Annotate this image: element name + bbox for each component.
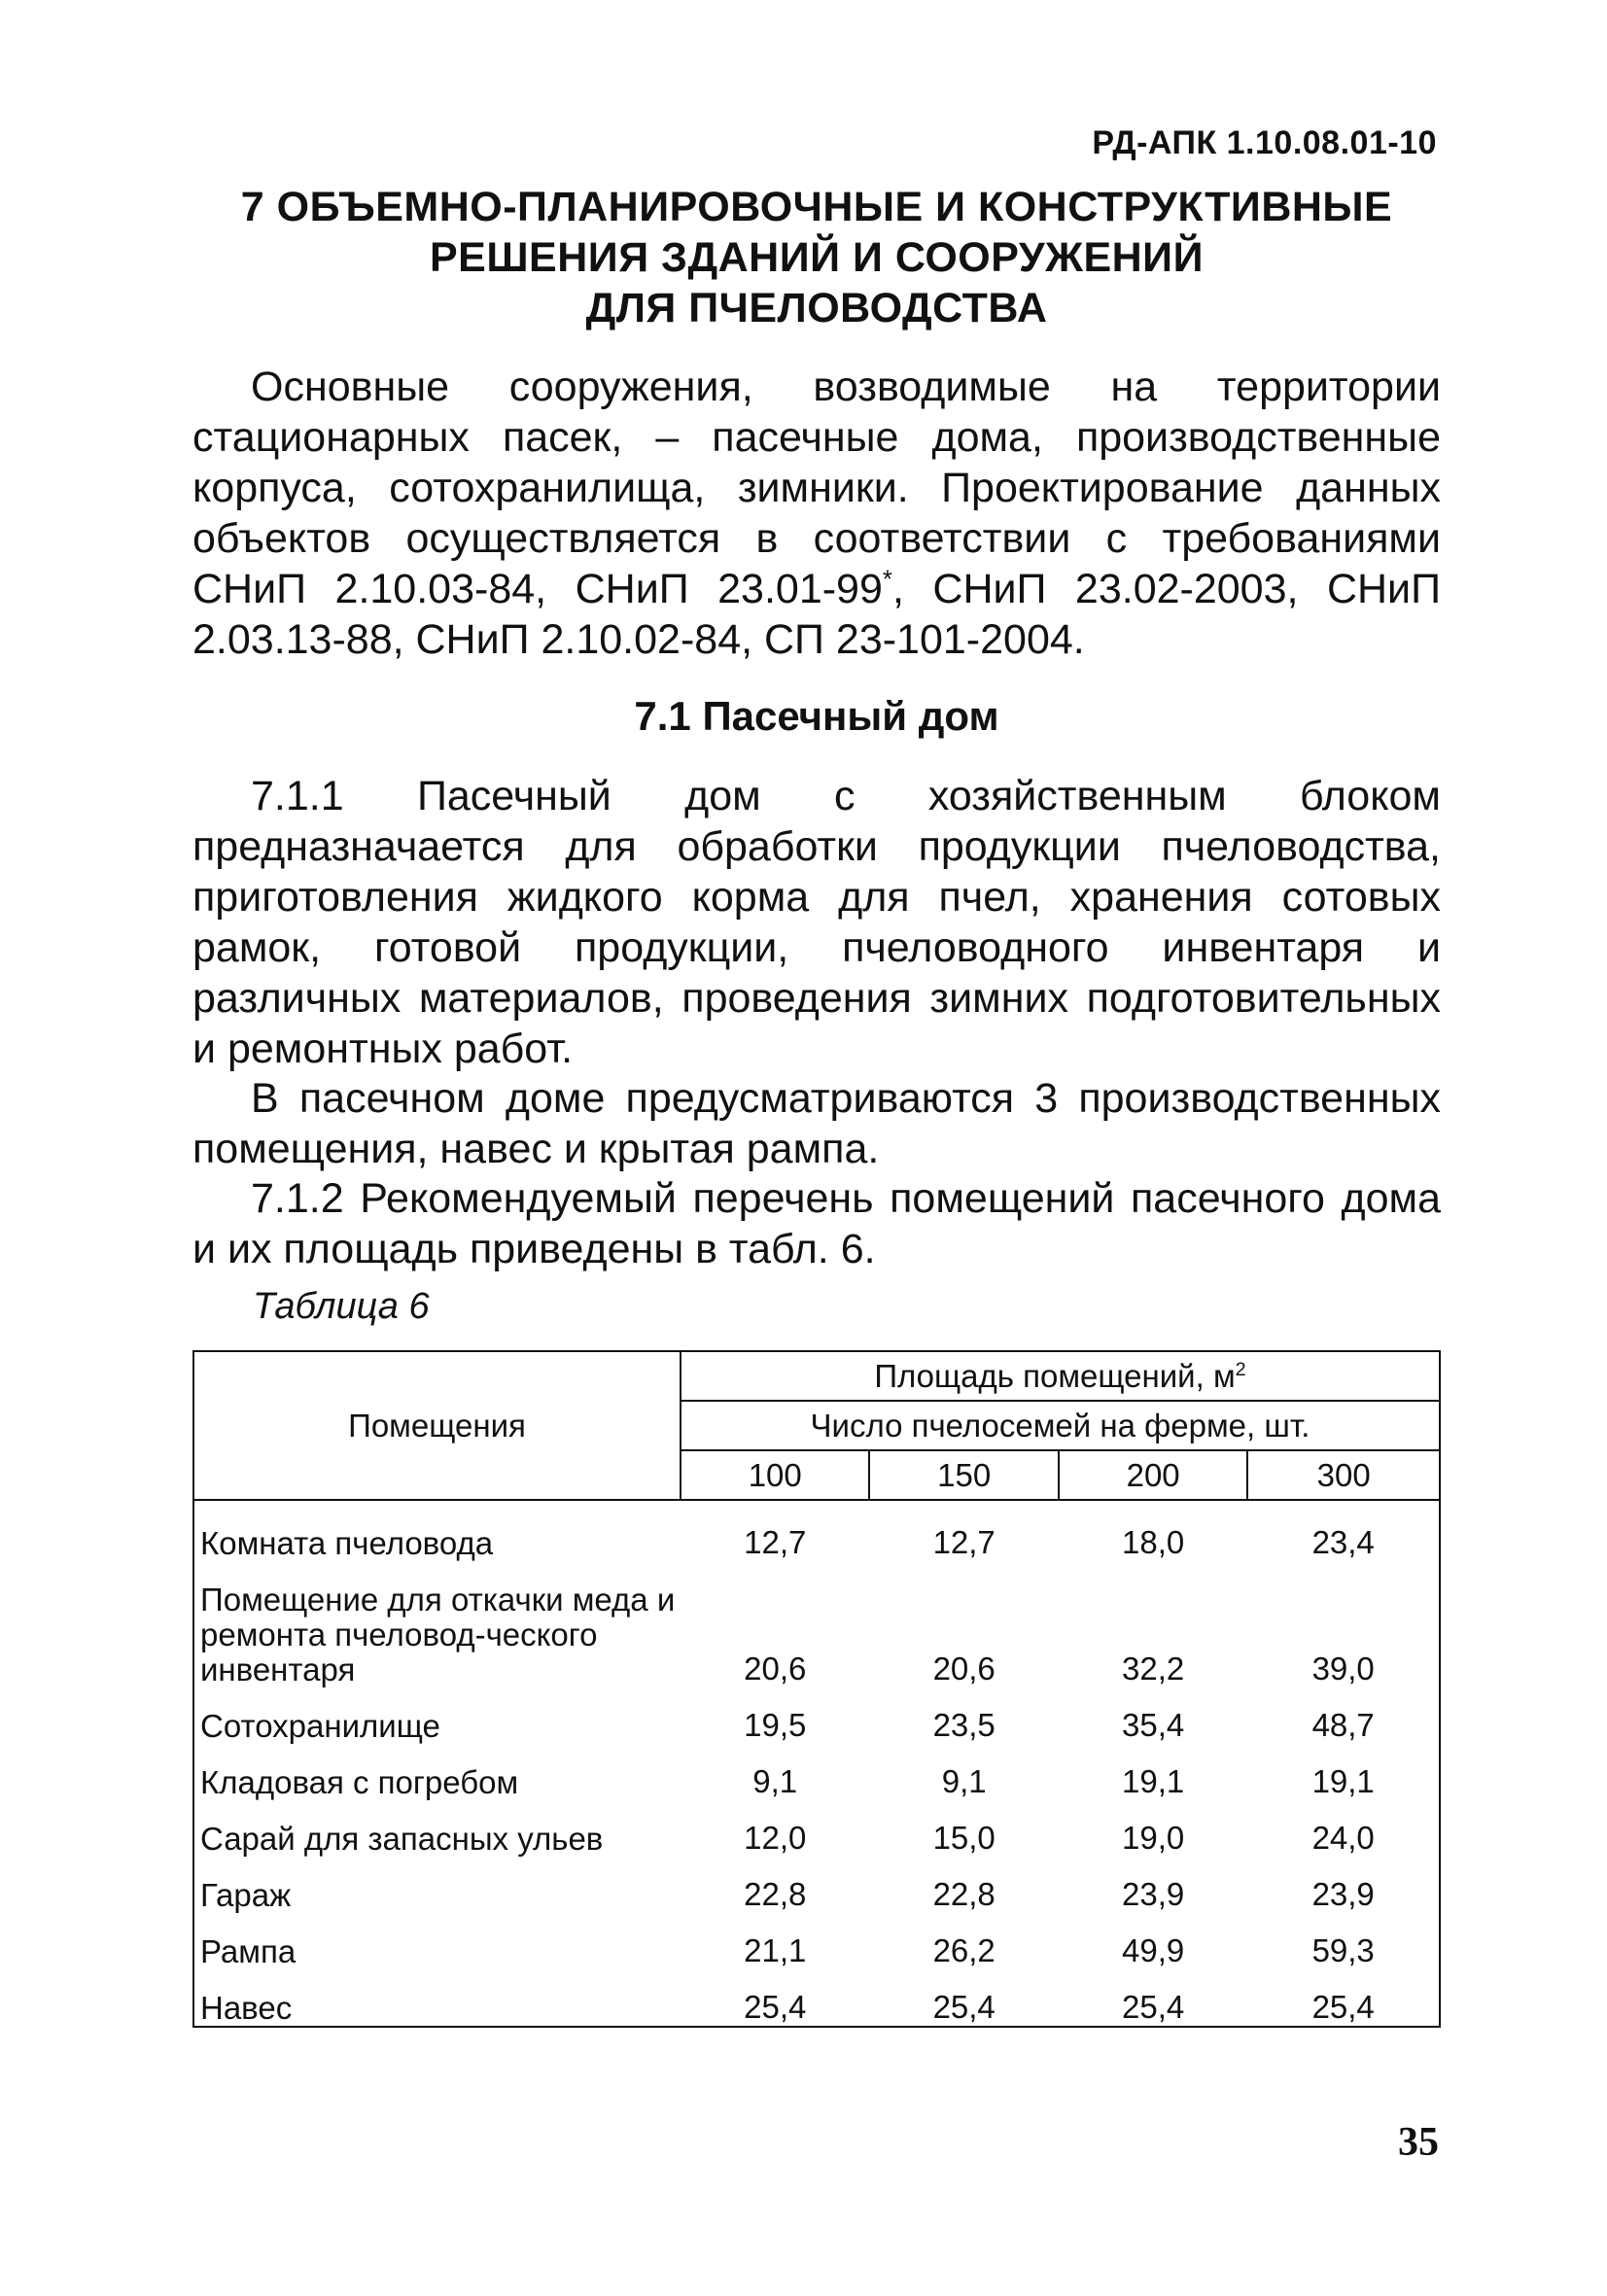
area-value-cell: 22,8 [744, 1876, 807, 1912]
area-value-cell: 25,4 [869, 1969, 1058, 2027]
area-value-cell: 12,0 [744, 1820, 807, 1856]
area-value-cell: 18,0 [1122, 1524, 1185, 1560]
section-heading-line: 7 ОБЪЕМНО-ПЛАНИРОВОЧНЫЕ И КОНСТРУКТИВНЫЕ [240, 184, 1393, 230]
count-header: 150 [869, 1450, 1058, 1500]
table-row [193, 1744, 1440, 1800]
area-value-cell: 32,2 [1122, 1651, 1185, 1687]
area-value-cell: 12,7 [744, 1524, 807, 1560]
table-row [193, 1800, 1440, 1857]
document-code: РД-АПК 1.10.08.01-10 [1092, 124, 1437, 161]
area-header-text: Площадь помещений, м [874, 1357, 1236, 1394]
room-name-cell: Сотохранилище [193, 1687, 681, 1744]
area-value-cell: 59,3 [1247, 1913, 1440, 1969]
rooms-area-table [192, 1350, 1441, 2028]
footnote-mark: * [882, 566, 892, 594]
room-name-cell: Сарай для запасных ульев [193, 1800, 681, 1857]
area-value-cell: 26,2 [932, 1932, 996, 1968]
rooms-column-header: Помещения [193, 1351, 681, 1500]
area-value-cell: 21,1 [744, 1932, 807, 1968]
room-name-cell: Помещение для откачки меда и ремонта пчеловод-ческого инвентаря [193, 1561, 681, 1687]
area-header [681, 1351, 1440, 1401]
count-header: 100 [681, 1450, 869, 1500]
area-value-cell: 48,7 [1247, 1687, 1440, 1744]
area-value-cell: 39,0 [1247, 1561, 1440, 1687]
area-value-cell: 23,9 [1247, 1857, 1440, 1913]
count-header: 300 [1247, 1450, 1440, 1500]
area-value-cell: 22,8 [932, 1876, 996, 1912]
intro-paragraph [192, 362, 1441, 665]
table-row [193, 1913, 1440, 1969]
section-heading-line: РЕШЕНИЯ ЗДАНИЙ И СООРУЖЕНИЙ [429, 234, 1204, 281]
intro-text-part2: , СНиП 23.02-2003, СНиП 2.03.13-88, СНиП 2.10.02-84, СП 23-101-2004. [192, 566, 1441, 663]
room-name-cell: Кладовая с погребом [193, 1744, 681, 1800]
area-value-cell: 20,6 [932, 1651, 996, 1687]
area-value-cell: 15,0 [932, 1820, 996, 1856]
area-value-cell: 23,9 [1122, 1876, 1185, 1912]
area-value-cell: 25,4 [1059, 1969, 1247, 2027]
room-name-cell: Комната пчеловода [193, 1500, 681, 1561]
table-row [193, 1687, 1440, 1744]
area-value-cell: 19,1 [1122, 1763, 1185, 1799]
area-value-cell: 24,0 [1247, 1800, 1440, 1857]
room-name-cell: Навес [193, 1969, 681, 2027]
page-number: 35 [1398, 2120, 1439, 2165]
paragraph-facilities: В пасечном доме предусматриваются 3 производственных помещения, навес и крытая рампа. [192, 1075, 1441, 1172]
area-value-cell: 23,5 [932, 1707, 996, 1743]
table-row [193, 1561, 1440, 1687]
area-unit-sup: 2 [1235, 1358, 1246, 1380]
subsection-heading: 7.1 Пасечный дом [634, 693, 999, 739]
table-row [193, 1857, 1440, 1913]
area-value-cell: 25,4 [1247, 1969, 1440, 2027]
intro-text-part1: Основные сооружения, возводимые на территории стационарных пасек, – пасечные дома, производственные корпуса, сотохранилища, зимники. Проектирование данных объектов осуществляется в соответствии с требованиями СНиП 2.10.03-84, СНиП 23.01-99 [192, 364, 1441, 612]
section-heading-line: ДЛЯ ПЧЕЛОВОДСТВА [585, 285, 1048, 331]
section-heading [185, 182, 1449, 333]
paragraph-7-1-2: 7.1.2 Рекомендуемый перечень помещений пасечного дома и их площадь приведены в табл. 6. [192, 1175, 1441, 1272]
table-row [193, 1500, 1440, 1561]
area-value-cell: 19,5 [744, 1707, 807, 1743]
room-name-cell: Рампа [193, 1913, 681, 1969]
area-value-cell: 20,6 [744, 1651, 807, 1687]
table-caption: Таблица 6 [253, 1286, 430, 1327]
area-value-cell: 35,4 [1122, 1707, 1185, 1743]
area-value-cell: 19,1 [1247, 1744, 1440, 1800]
area-value-cell: 49,9 [1122, 1932, 1185, 1968]
table-row [193, 1969, 1440, 2027]
area-value-cell: 19,0 [1122, 1820, 1185, 1856]
area-value-cell: 9,1 [752, 1763, 798, 1799]
area-value-cell: 9,1 [941, 1763, 987, 1799]
count-header: 200 [1059, 1450, 1247, 1500]
colonies-header: Число пчелосемей на ферме, шт. [681, 1401, 1440, 1450]
room-name-cell: Гараж [193, 1857, 681, 1913]
area-value-cell: 12,7 [932, 1524, 996, 1560]
paragraph-7-1-1: 7.1.1 Пасечный дом с хозяйственным блоком предназначается для обработки продукции пчеловодства, приготовления жидкого корма для пчел, хранения сотовых рамок, готовой продукции, пчеловодного инвентаря и различных материалов, проведения зимних подготовительных и ремонтных работ. [192, 773, 1441, 1072]
area-value-cell: 23,4 [1247, 1500, 1440, 1561]
area-value-cell: 25,4 [681, 1969, 869, 2027]
